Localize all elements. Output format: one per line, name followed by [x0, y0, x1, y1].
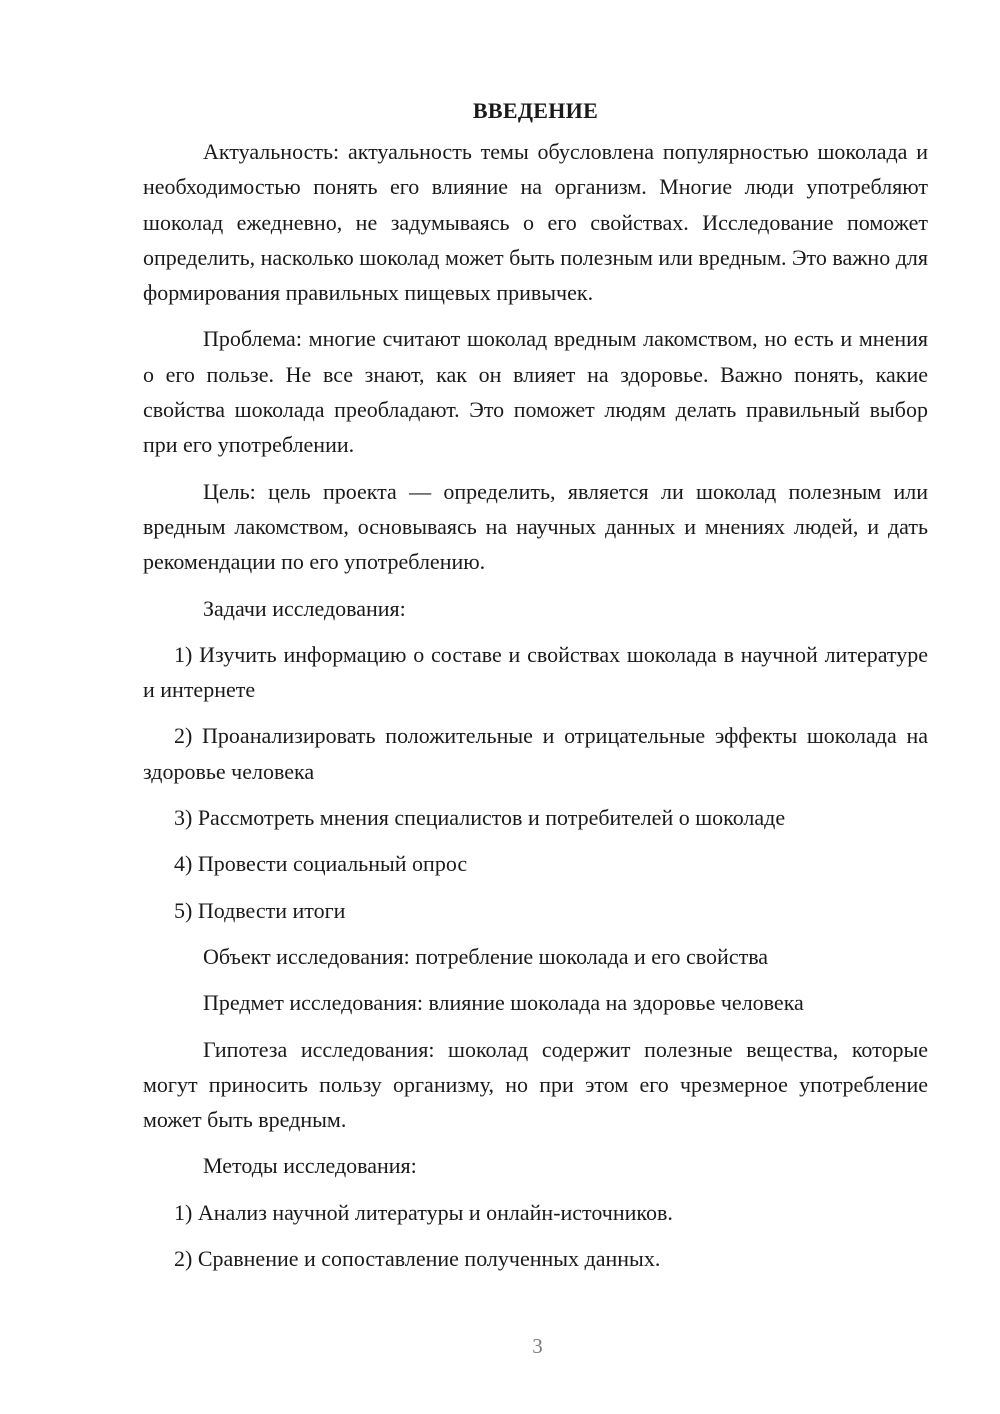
paragraph-goal: Цель: цель проекта — определить, является ли шоколад полезным или вредным лакомством, основываясь на научных данных и мнениях людей, и дать рекомендации по его употреблению. [143, 478, 928, 575]
task-item-1: 1) Изучить информацию о составе и свойствах шоколада в научной литературе и интернете [143, 641, 928, 703]
methods-heading: Методы исследования: [203, 1153, 417, 1179]
paragraph-relevance: Актуальность: актуальность темы обусловлена популярностью шоколада и необходимостью понять его влияние на организм. Многие люди употребляют шоколад ежедневно, не задумываясь о его свойствах. Исследование поможет определить, насколько шоколад может быть полезным или вредным. Это важно для формирования правильных пищевых привычек. [143, 139, 928, 306]
task-item-2: 2) Проанализировать положительные и отрицательные эффекты шоколада на здоровье человека [143, 723, 928, 784]
task-item-5: 5) Подвести итоги [174, 897, 346, 923]
paragraph-problem: Проблема: многие считают шоколад вредным лакомством, но есть и мнения о его пользе. Не все знают, как он влияет на здоровье. Важно понять, какие свойства шоколада преобладают. Это поможет людям делать правильный выбор при его употреблении. [143, 326, 928, 458]
task-item-4: 4) Провести социальный опрос [174, 851, 468, 877]
method-item-2: 2) Сравнение и сопоставление полученных данных. [174, 1246, 661, 1272]
task-item-3: 3) Рассмотреть мнения специалистов и потребителей о шоколаде [174, 805, 786, 831]
research-hypothesis: Гипотеза исследования: шоколад содержит полезные вещества, которые могут приносить пользу организму, но при этом его чрезмерное употребление может быть вредным. [143, 1036, 928, 1133]
document-page [143, 94, 928, 1287]
page-number: 3 [532, 1334, 543, 1358]
section-title: ВВЕДЕНИЕ [472, 98, 599, 123]
method-item-1: 1) Анализ научной литературы и онлайн-источников. [174, 1199, 673, 1225]
research-object: Объект исследования: потребление шоколада и его свойства [203, 943, 769, 969]
tasks-heading: Задачи исследования: [203, 595, 406, 621]
research-subject: Предмет исследования: влияние шоколада на здоровье человека [203, 990, 804, 1016]
